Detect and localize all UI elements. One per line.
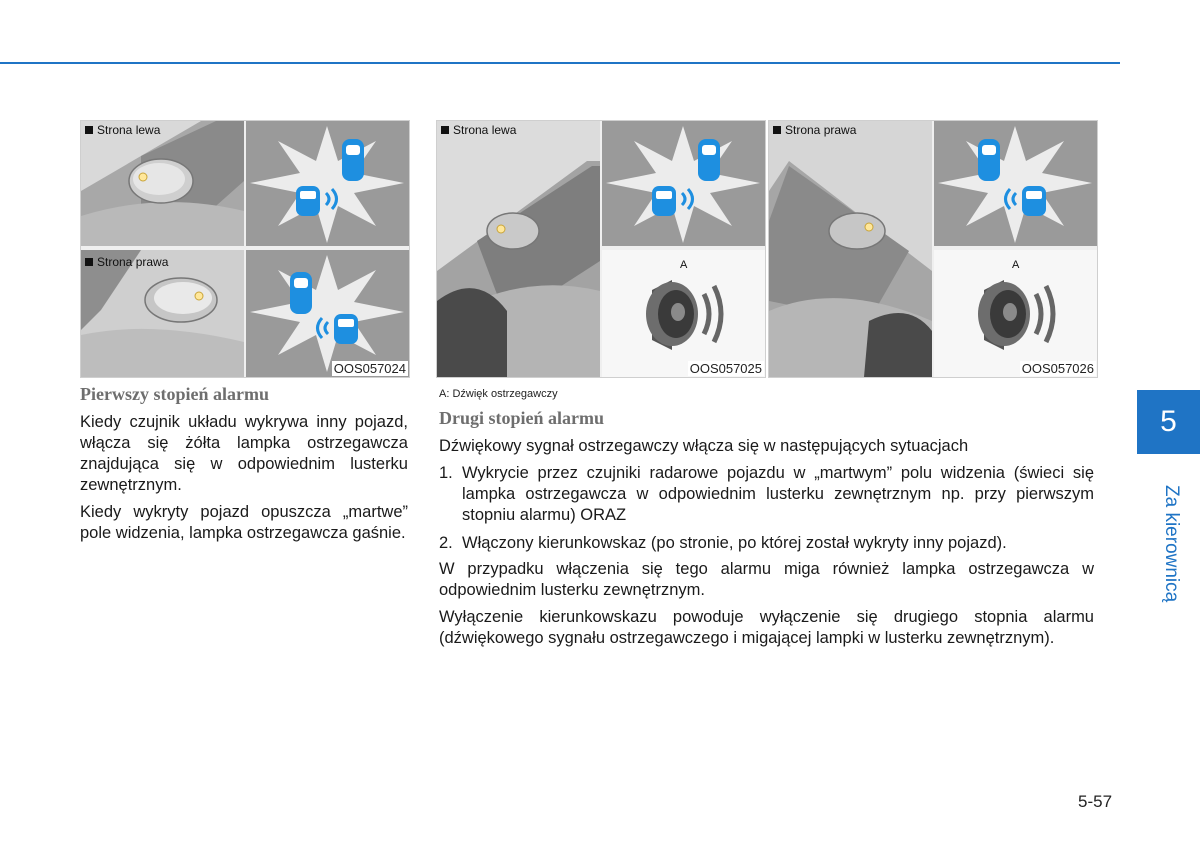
figure-code: OOS057024 — [333, 361, 406, 376]
speaker-letter: A — [1012, 259, 1020, 271]
figure-label-left: Strona lewa — [85, 123, 160, 137]
paragraph-first-stage-2: Kiedy wykryty pojazd opuszcza „martwe” pole widzenia, lampka ostrzegawcza gaśnie. — [80, 503, 408, 542]
mirror-left-photo — [81, 121, 244, 246]
figure-code: OOS057026 — [1021, 361, 1094, 376]
mirror-right-photo — [81, 250, 244, 377]
chapter-number-tab: 5 — [1137, 390, 1200, 454]
radar-right-graphic — [246, 250, 409, 377]
heading-second-stage: Drugi stopień alarmu — [439, 408, 605, 428]
figure-label-right: Strona prawa — [773, 123, 856, 137]
paragraph-first-stage-1: Kiedy czujnik układu wykrywa inny pojazd, włącza się żółta lampka ostrzegawcza znajdująca się w odpowiednim lusterku zewnętrznym. — [80, 413, 408, 494]
radar-right-graphic — [934, 121, 1097, 246]
car-right-photo — [769, 121, 932, 377]
list-number: 2. — [439, 534, 453, 552]
paragraph-second-stage-2: Wyłączenie kierunkowskazu powoduje wyłączenie się drugiego stopnia alarmu (dźwiękowego sygnału ostrzegawczego i migającej lampki w lusterku zewnętrznym). — [439, 608, 1094, 647]
list-item — [439, 533, 1094, 554]
radar-left-graphic — [246, 121, 409, 246]
figure-code: OOS057025 — [689, 361, 762, 376]
heading-first-stage: Pierwszy stopień alarmu — [80, 384, 269, 404]
header-rule — [0, 62, 1120, 64]
figure-first-stage — [80, 120, 410, 378]
figure-label-right: Strona prawa — [85, 255, 168, 269]
paragraph-second-stage-1: W przypadku włączenia się tego alarmu miga również lampka ostrzegawcza w odpowiednim lusterku zewnętrznym. — [439, 560, 1094, 599]
figure-second-stage-right — [768, 120, 1098, 378]
page-number: 5-57 — [1078, 792, 1113, 811]
radar-left-graphic — [602, 121, 765, 246]
chapter-title: Za kierownicą — [1161, 485, 1182, 603]
list-number: 1. — [439, 464, 453, 482]
figure-caption: A: Dźwięk ostrzegawczy — [439, 388, 558, 400]
car-left-photo — [437, 121, 600, 377]
speaker-letter: A — [680, 259, 688, 271]
paragraph-intro: Dźwiękowy sygnał ostrzegawczy włącza się w następujących sytuacjach — [439, 437, 969, 455]
figure-second-stage-left — [436, 120, 766, 378]
figure-label-left: Strona lewa — [441, 123, 516, 137]
list-item — [439, 463, 1094, 526]
list-text: Wykrycie przez czujniki radarowe pojazdu w „martwym” polu widzenia (świeci się lampka ostrzegawcza w odpowiednim lusterku zewnętrznym np. przy pierwszym stopniu alarmu) ORAZ — [462, 464, 1094, 524]
list-text: Włączony kierunkowskaz (po stronie, po której został wykryty inny pojazd). — [462, 534, 1007, 552]
